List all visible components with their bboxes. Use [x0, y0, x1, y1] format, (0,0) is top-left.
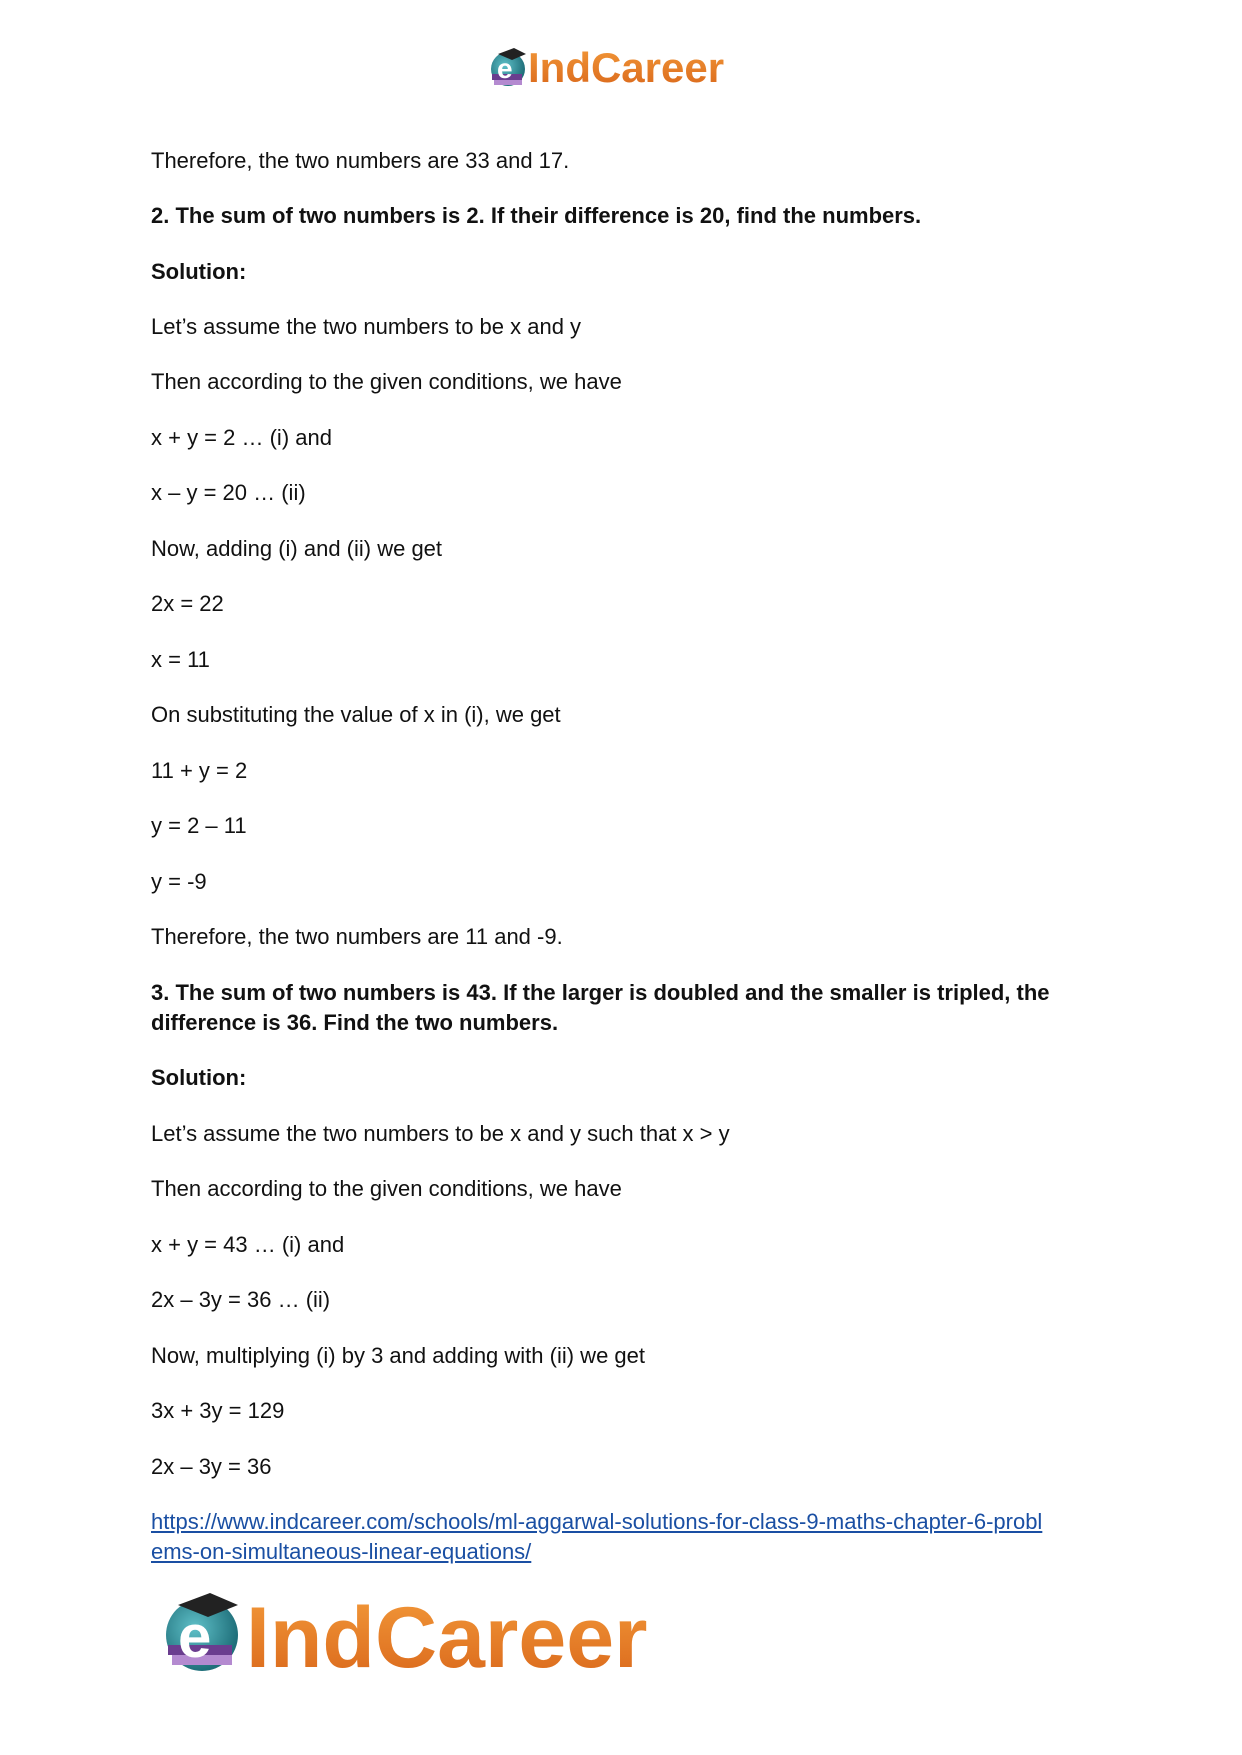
equation: x + y = 2 … (i) and [151, 425, 332, 450]
equation: y = 2 – 11 [151, 813, 247, 838]
source-link-line-2: ems-on-simultaneous-linear-equations/ [151, 1539, 532, 1564]
solution-label: Solution: [151, 1065, 247, 1090]
paragraph: On substituting the value of x in (i), we get [151, 702, 561, 727]
svg-text:e: e [178, 1603, 212, 1670]
equation: 11 + y = 2 [151, 758, 248, 783]
question-heading: 2. The sum of two numbers is 2. If their difference is 20, find the numbers. [151, 203, 922, 228]
equation: 2x – 3y = 36 [151, 1454, 272, 1479]
paragraph: Let’s assume the two numbers to be x and y [151, 314, 582, 339]
svg-text:IndCareer: IndCareer [528, 44, 725, 91]
equation: y = -9 [151, 869, 207, 894]
svg-text:IndCareer: IndCareer [246, 1590, 648, 1675]
equation: x = 11 [151, 647, 210, 672]
equation: 2x = 22 [151, 591, 224, 616]
paragraph: Now, multiplying (i) by 3 and adding with (ii) we get [151, 1343, 646, 1368]
equation: 3x + 3y = 129 [151, 1398, 285, 1423]
equation: x – y = 20 … (ii) [151, 480, 306, 505]
paragraph: Now, adding (i) and (ii) we get [151, 536, 443, 561]
paragraph: Therefore, the two numbers are 33 and 17. [151, 148, 570, 173]
paragraph: Let’s assume the two numbers to be x and y such that x > y [151, 1121, 730, 1146]
source-link-block [151, 1507, 1042, 1567]
paragraph: Then according to the given conditions, we have [151, 1176, 622, 1201]
source-link[interactable] [151, 1509, 1042, 1564]
svg-text:e: e [497, 53, 513, 84]
indcareer-logo-icon [488, 42, 768, 92]
header-logo [488, 42, 768, 92]
question-heading: 3. The sum of two numbers is 43. If the larger is doubled and the smaller is tripled, the difference is 36. Find the two numbers. [151, 980, 1050, 1035]
equation: 2x – 3y = 36 … (ii) [151, 1287, 331, 1312]
footer-logo [160, 1585, 705, 1675]
paragraph: Then according to the given conditions, we have [151, 369, 622, 394]
paragraph: Therefore, the two numbers are 11 and -9. [151, 924, 563, 949]
solution-label: Solution: [151, 259, 247, 284]
source-link-line-1: https://www.indcareer.com/schools/ml-aggarwal-solutions-for-class-9-maths-chapter-6-probl [151, 1509, 1043, 1534]
equation: x + y = 43 … (i) and [151, 1232, 345, 1257]
indcareer-logo-icon [160, 1585, 705, 1675]
